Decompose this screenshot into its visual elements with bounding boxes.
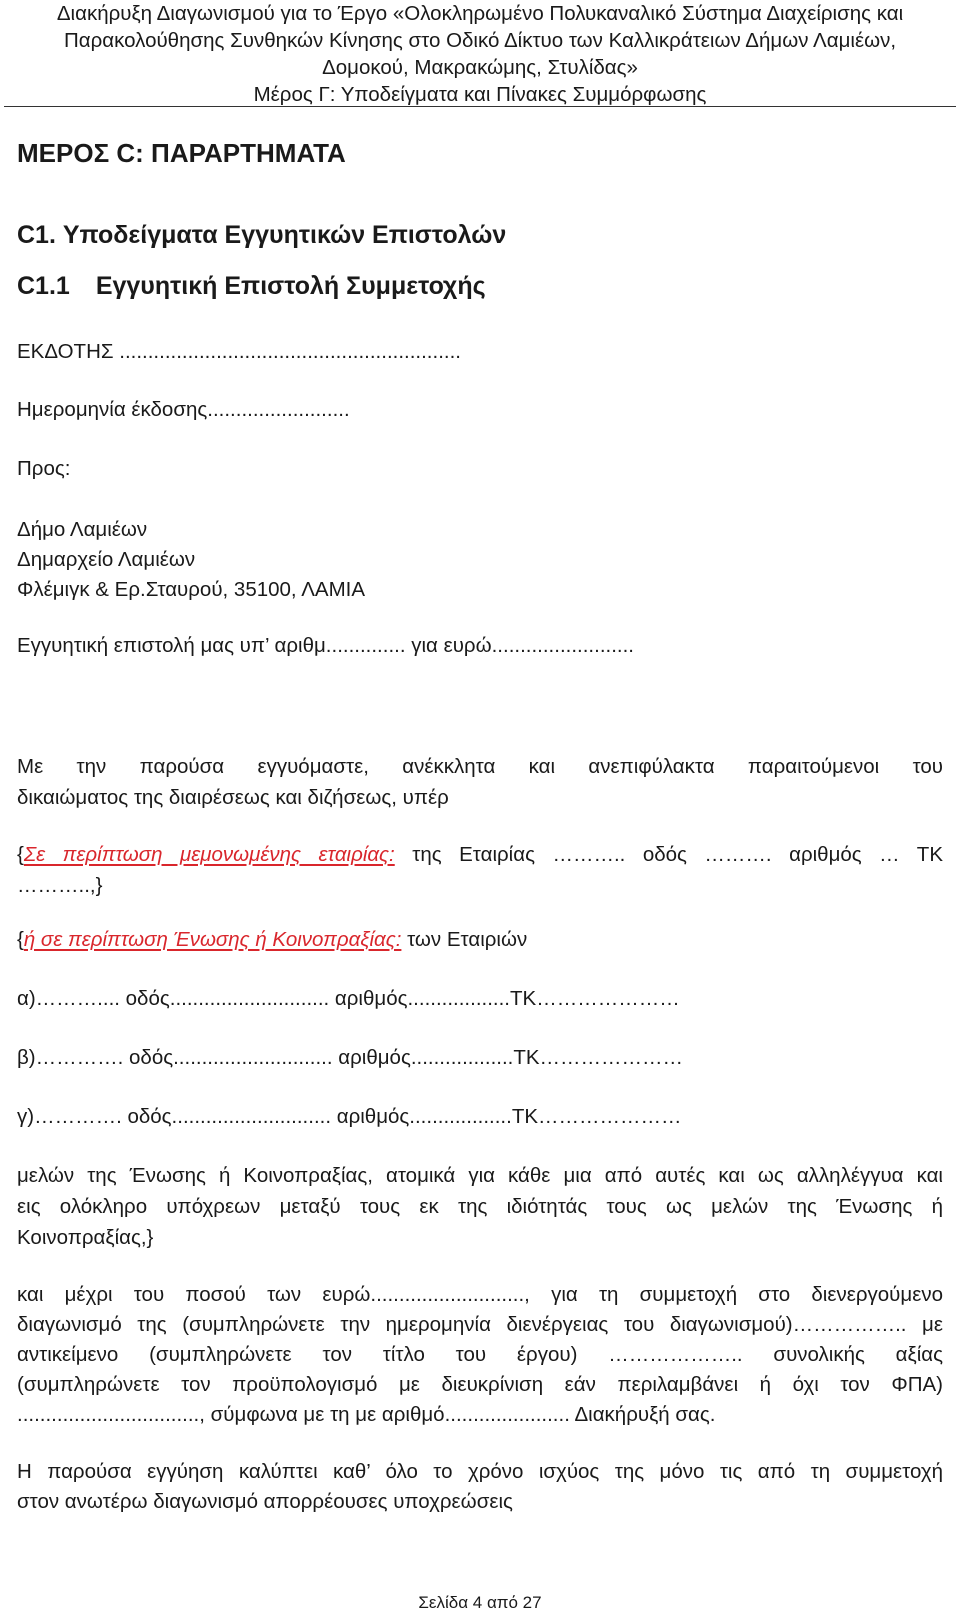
paragraph-line (17, 839, 943, 870)
member-line: γ)…………. οδός............................ αριθμός..................ΤΚ………………… (17, 1105, 682, 1128)
brace-open: { (17, 928, 24, 951)
coverage-paragraph (17, 1457, 943, 1517)
page-number: Σελίδα 4 από 27 (418, 1593, 542, 1612)
brace-open: { (17, 843, 24, 866)
paragraph-line: Η παρούσα εγγύηση καλύπτει καθ’ όλο το χρόνο ισχύος της μόνο τις από τη συμμετοχή (17, 1460, 943, 1483)
paragraph-line: (συμπληρώνετε τον προϋπολογισμό με διευκρίνιση εάν περιλαμβάνει ή όχι τον ΦΠΑ) (17, 1373, 943, 1396)
paragraph-line: ………..,} (17, 874, 103, 897)
section-title: C1. Υποδείγματα Εγγυητικών Επιστολών (17, 221, 507, 249)
paragraph-line: διαγωνισμό της (συμπληρώνετε την ημερομηνία διενέργειας του διαγωνισμού)…………….. με (17, 1313, 943, 1336)
subsection-number: C1.1 (17, 272, 70, 300)
letter-reference: Εγγυητική επιστολή μας υπ’ αριθμ.............. για ευρώ......................... (17, 634, 634, 657)
paragraph-line: δικαιώματος της διαιρέσεως και διζήσεως, υπέρ (17, 786, 449, 809)
subsection-title: Εγγυητική Επιστολή Συμμετοχής (95, 272, 486, 300)
to-label: Προς: (17, 457, 71, 480)
single-company-fields: της Εταιρίας ……….. οδός ………. αριθμός … ΤΚ (394, 843, 943, 866)
member-line: α)……….... οδός............................ αριθμός..................ΤΚ………………… (17, 987, 680, 1010)
recipient-line: Φλέμιγκ & Ερ.Σταυρού, 35100, ΛΑΜΙΑ (17, 578, 366, 601)
joint-venture-clause (17, 928, 527, 952)
member-line: β)…………. οδός............................ αριθμός..................ΤΚ………………… (17, 1046, 684, 1069)
paragraph-line: εις ολόκληρο υπόχρεων μεταξύ τους εκ της ιδιότητάς τους ως μελών της Ένωσης ή (17, 1195, 943, 1218)
header-subtitle: Μέρος Γ: Υποδείγματα και Πίνακες Συμμόρφωσης (253, 83, 707, 106)
part-title: ΜΕΡΟΣ C: ΠΑΡΑΡΤΗΜΑΤΑ (17, 138, 346, 168)
header-line: Δομοκού, Μακρακώμης, Στυλίδας» (322, 56, 638, 79)
recipient-address (17, 515, 365, 605)
paragraph-line: ................................, σύμφωνα με τη με αριθμό...................... Διακήρυξή σας. (17, 1403, 716, 1426)
header-line: Παρακολούθησης Συνθηκών Κίνησης στο Οδικό Δίκτυο των Καλλικράτειων Δήμων Λαμιέων, (63, 29, 897, 52)
header-line: Διακήρυξη Διαγωνισμού για το Έργο «Ολοκληρωμένο Πολυκαναλικό Σύστημα Διαχείρισης και (56, 2, 904, 25)
single-company-clause (17, 839, 943, 901)
header-divider (4, 106, 956, 107)
intro-paragraph (17, 751, 943, 813)
paragraph-line: Με την παρούσα εγγυόμαστε, ανέκκλητα και ανεπιφύλακτα παραιτούμενοι του (17, 755, 943, 778)
subsection-heading (17, 272, 486, 301)
document-header (0, 0, 960, 108)
paragraph-line: αντικείμενο (συμπληρώνετε τον τίτλο του έργου) ……………….. συνολικής αξίας (17, 1343, 943, 1366)
members-paragraph (17, 1160, 943, 1253)
issue-date-line: Ημερομηνία έκδοσης......................... (17, 398, 350, 421)
recipient-line: Δήμο Λαμιέων (17, 518, 148, 541)
amount-paragraph (17, 1280, 943, 1430)
paragraph-line: και μέχρι του ποσού των ευρώ..........................., για τη συμμετοχή στο διενεργούμενο (17, 1283, 943, 1306)
issuer-line: ΕΚΔΟΤΗΣ ............................................................ (17, 340, 461, 363)
joint-venture-rest: των Εταιριών (401, 928, 528, 951)
paragraph-line: μελών της Ένωσης ή Κοινοπραξίας, ατομικά για κάθε μια από αυτές και ως αλληλέγγυα και (17, 1164, 943, 1187)
single-company-label: Σε περίπτωση μεμονωμένης εταιρίας: (23, 843, 395, 866)
paragraph-line: στον ανωτέρω διαγωνισμό απορρέουσες υποχρεώσεις (17, 1490, 513, 1513)
paragraph-line: Κοινοπραξίας,} (17, 1226, 154, 1249)
joint-venture-label: ή σε περίπτωση Ένωσης ή Κοινοπραξίας: (23, 928, 402, 951)
recipient-line: Δημαρχείο Λαμιέων (17, 548, 196, 571)
